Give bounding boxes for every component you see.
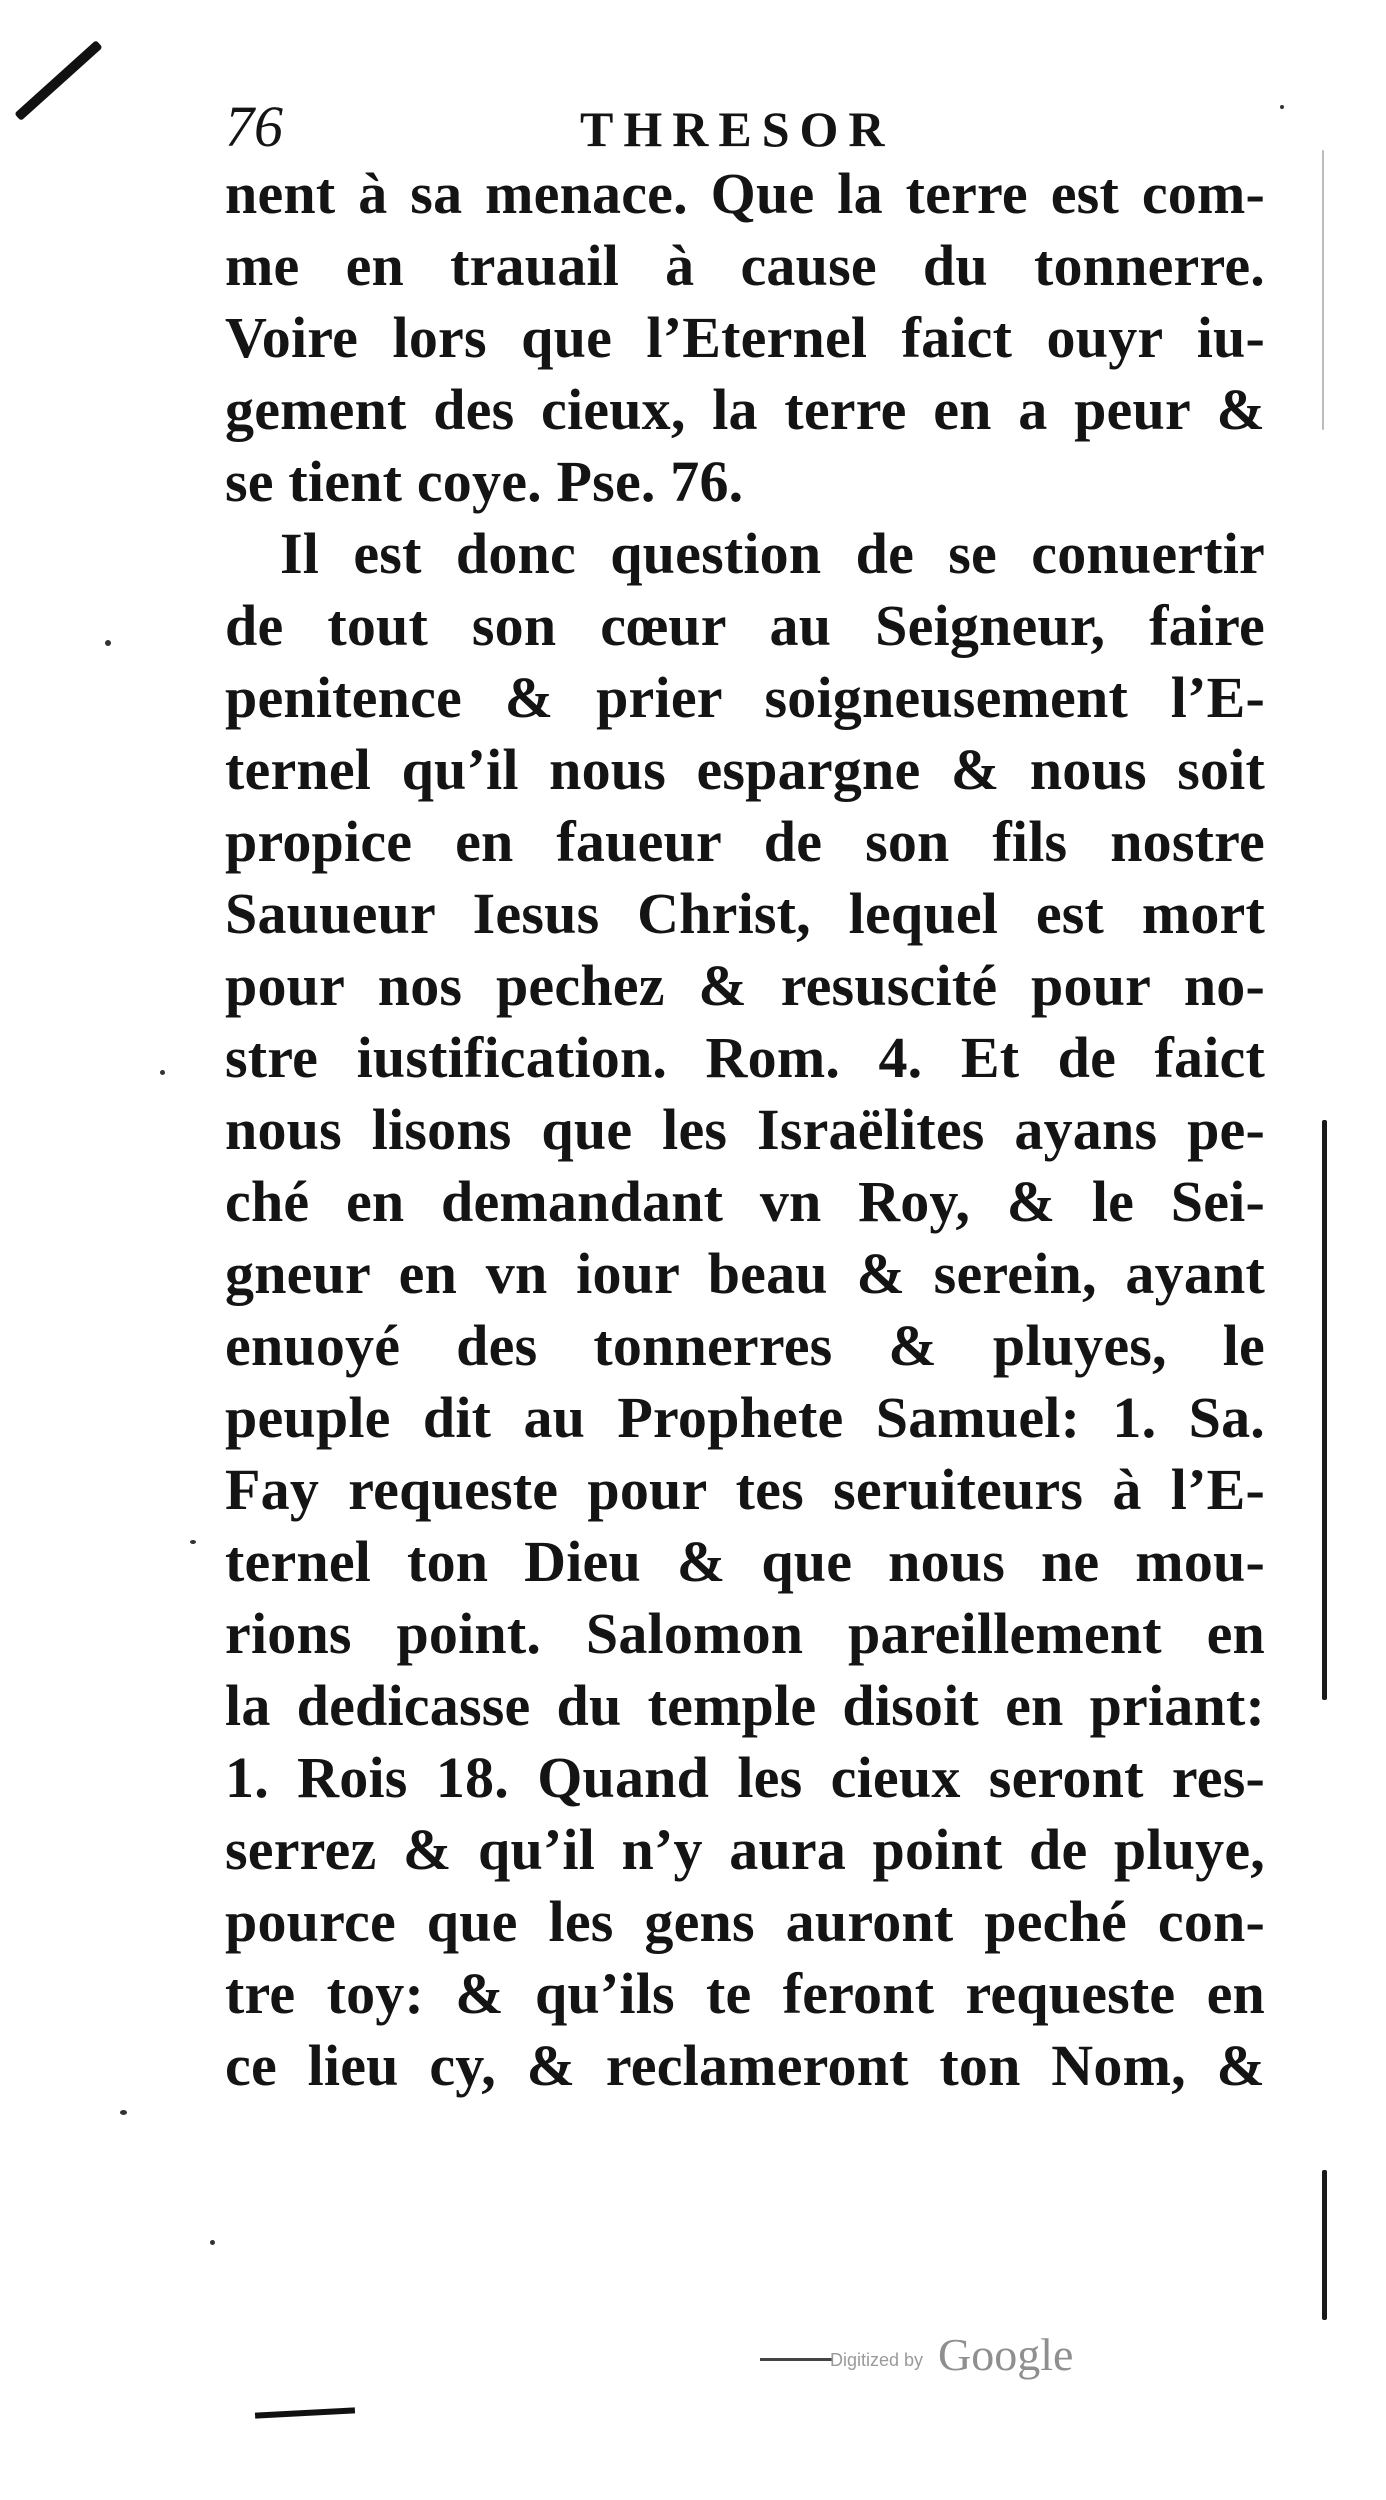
digitized-by-label: Digitized by [830,2350,924,2370]
corner-ink-mark [14,40,102,121]
text-line: enuoyé des tonnerres & pluyes, le [225,1313,1265,1378]
text-line: pource que les gens auront peché con- [225,1889,1265,1954]
text-line: penitence & prier soigneusement l’E- [225,665,1265,730]
text-line: peuple dit au Prophete Samuel: 1. Sa. [225,1385,1265,1450]
text-line: Voire lors que l’Eternel faict ouyr iu- [225,305,1265,370]
text-line: Sauueur Iesus Christ, lequel est mort [225,881,1265,946]
text-line: pour nos pechez & resuscité pour no- [225,953,1265,1018]
text-line: rions point. Salomon pareillement en [225,1601,1265,1666]
text-line: serrez & qu’il n’y aura point de pluye, [225,1817,1265,1882]
text-line: me en trauail à cause du tonnerre. [225,233,1265,298]
footer-dash [760,2358,832,2361]
text-line: se tient coye. Pse. 76. [225,449,744,514]
right-edge-rule-lower [1322,2170,1327,2320]
ink-speck [210,2240,215,2245]
text-line: ternel qu’il nous espargne & nous soit [225,737,1265,802]
google-watermark: Google [938,2329,1074,2380]
ink-speck [160,1070,165,1075]
text-line: 1. Rois 18. Quand les cieux seront res- [225,1745,1265,1810]
text-line: la dedicasse du temple disoit en priant: [225,1673,1265,1738]
ink-speck [1280,105,1284,109]
footer-ink-rule [255,2407,355,2418]
text-line: gement des cieux, la terre en a peur & [225,377,1265,442]
text-line: gneur en vn iour beau & serein, ayant [225,1241,1265,1306]
text-line: de tout son cœur au Seigneur, faire [225,593,1265,658]
paragraph-first-line: Il est donc question de se conuertir [280,521,1265,586]
text-line: propice en faueur de son fils nostre [225,809,1265,874]
text-line: tre toy: & qu’ils te feront requeste en [225,1961,1265,2026]
page-number: 76 [225,94,283,159]
text-line: Fay requeste pour tes seruiteurs à l’E- [225,1457,1265,1522]
right-edge-rule-upper [1322,1120,1327,1700]
page-footer [0,2300,1386,2420]
ink-speck [190,1540,196,1544]
text-line: ché en demandant vn Roy, & le Sei- [225,1169,1265,1234]
ink-speck [120,2110,127,2115]
text-line: stre iustification. Rom. 4. Et de faict [225,1025,1265,1090]
text-line: nous lisons que les Israëlites ayans pe- [225,1097,1265,1162]
page-header [225,92,1265,162]
running-title: THRESOR [580,101,895,157]
body-text [225,158,1265,2102]
text-line: ternel ton Dieu & que nous ne mou- [225,1529,1265,1594]
right-edge-shadow [1322,150,1324,430]
text-line: nent à sa menace. Que la terre est com- [225,161,1265,226]
ink-speck [105,640,111,646]
text-line: ce lieu cy, & reclameront ton Nom, & [225,2033,1265,2098]
